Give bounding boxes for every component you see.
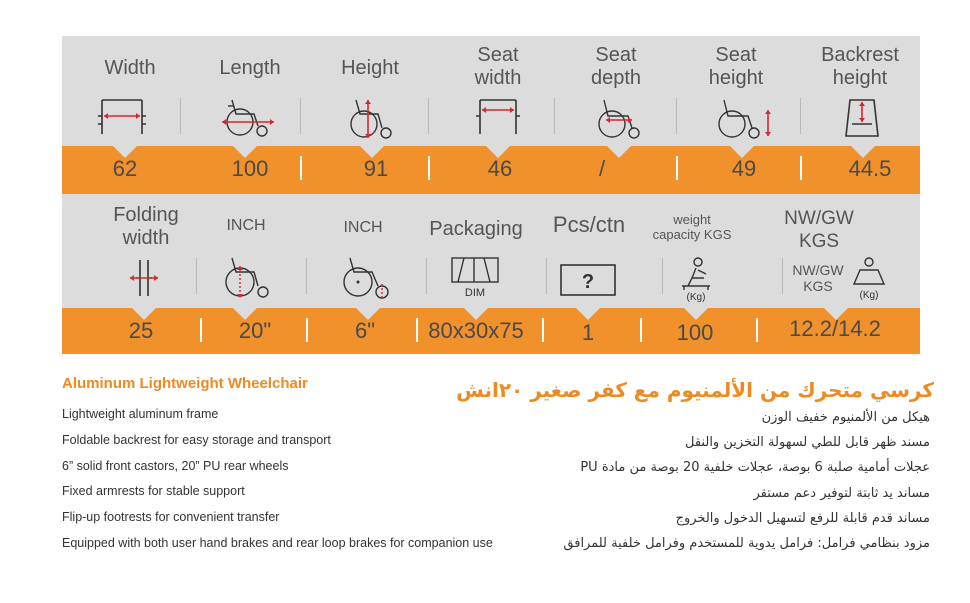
wheelchair-height-icon <box>346 96 398 140</box>
backrest-height-icon <box>842 96 882 140</box>
svg-text:?: ? <box>581 271 595 293</box>
divider <box>300 156 302 180</box>
divider <box>196 258 197 294</box>
wheelchair-length-icon <box>218 96 278 138</box>
arabic-title: كرسي متحرك من الألمنيوم مع كفر صغير ٢٠انش <box>456 378 934 402</box>
value-pcs-ctn: 1 <box>581 320 595 345</box>
rear-wheel-size-icon <box>220 254 274 300</box>
nwgw-inline-label: NW/GW KGS <box>792 262 844 294</box>
svg-text:(Kg): (Kg) <box>859 290 879 301</box>
list-item: Lightweight aluminum frame <box>62 407 219 421</box>
header-backrest-height: Backrest height <box>821 44 899 89</box>
weight-capacity-icon <box>676 256 716 302</box>
notch <box>576 308 600 320</box>
packaging-box-icon <box>450 256 500 300</box>
divider <box>542 318 544 342</box>
list-item: Fixed armrests for stable support <box>62 484 245 499</box>
divider <box>200 318 202 342</box>
value-front-castor: 6" <box>354 318 376 343</box>
value-packaging: 80x30x75 <box>428 318 524 343</box>
header-folding-width: Folding width <box>113 204 179 249</box>
front-castor-size-icon <box>340 254 394 300</box>
header-inch-front: INCH <box>343 219 383 236</box>
divider <box>180 98 181 134</box>
divider <box>676 98 677 134</box>
value-height: 91 <box>363 156 389 181</box>
header-inch-rear: INCH <box>226 217 266 234</box>
divider <box>554 98 555 134</box>
list-item: هيكل من الألمنيوم خفيف الوزن <box>761 410 930 425</box>
header-width: Width <box>104 57 156 79</box>
header-packaging: Packaging <box>429 218 523 240</box>
value-nw-gw: 12.2/14.2 <box>789 316 881 341</box>
divider <box>416 318 418 342</box>
list-item: Equipped with both user hand brakes and rear loop brakes for companion use <box>62 535 493 550</box>
value-width: 62 <box>112 156 138 181</box>
divider <box>426 258 427 294</box>
width-frame-icon <box>94 96 150 138</box>
value-folding-width: 25 <box>128 318 154 343</box>
divider <box>676 156 678 180</box>
list-item: 6” solid front castors, 20” PU rear wheels <box>62 458 289 473</box>
divider <box>428 98 429 134</box>
header-nw-gw: NW/GW KGS <box>784 208 854 252</box>
divider <box>306 258 307 294</box>
value-length: 100 <box>231 156 269 181</box>
header-weight-capacity: weight capacity KGS <box>652 212 732 242</box>
english-feature-list <box>62 402 493 557</box>
wheelchair-seat-depth-icon <box>592 96 648 140</box>
svg-text:(Kg): (Kg) <box>686 292 706 302</box>
list-item: مساند يد ثابتة لتوفير دعم مستقر <box>753 485 930 501</box>
list-item: عجلات أمامية صلبة 6 بوصة، عجلات خلفية 20 بوصة من مادة PU <box>580 460 930 476</box>
seat-width-frame-icon <box>470 96 526 138</box>
divider <box>306 318 308 342</box>
net-gross-weight-icon <box>850 254 888 302</box>
value-seat-depth: / <box>598 156 606 181</box>
header-seat-width: Seat width <box>474 44 522 89</box>
list-item: Flip-up footrests for convenient transfer <box>62 510 280 525</box>
arabic-feature-list <box>563 405 930 556</box>
header-length: Length <box>219 57 281 79</box>
divider <box>300 98 301 134</box>
header-pcs-ctn: Pcs/ctn <box>552 212 626 237</box>
value-seat-width: 46 <box>487 156 513 181</box>
folding-width-icon <box>126 258 162 298</box>
notch <box>684 308 708 320</box>
question-box-icon <box>560 264 616 296</box>
header-seat-depth: Seat depth <box>590 44 642 89</box>
svg-text:DIM: DIM <box>464 287 486 299</box>
list-item: مزود بنظامي فرامل: فرامل يدوية للمستخدم وفرامل خلفية للمرافق <box>563 536 930 552</box>
divider <box>546 258 547 294</box>
english-title: Aluminum Lightweight Wheelchair <box>62 375 308 392</box>
divider <box>640 318 642 342</box>
value-backrest-height: 44.5 <box>848 156 892 181</box>
value-seat-height: 49 <box>731 156 757 181</box>
divider <box>428 156 430 180</box>
header-height: Height <box>341 57 399 79</box>
divider <box>800 156 802 180</box>
value-rear-wheel: 20" <box>238 318 272 343</box>
divider <box>800 98 801 134</box>
divider <box>756 318 758 342</box>
value-weight-capacity: 100 <box>676 320 714 345</box>
header-seat-height: Seat height <box>708 44 764 89</box>
list-item: مسند ظهر قابل للطي لسهولة التخزين والنقل <box>685 435 930 451</box>
list-item: Foldable backrest for easy storage and transport <box>62 432 331 447</box>
wheelchair-seat-height-icon <box>712 96 776 140</box>
list-item: مساند قدم قابلة للرفع لتسهيل الدخول والخروج <box>675 510 930 526</box>
divider <box>662 258 663 294</box>
